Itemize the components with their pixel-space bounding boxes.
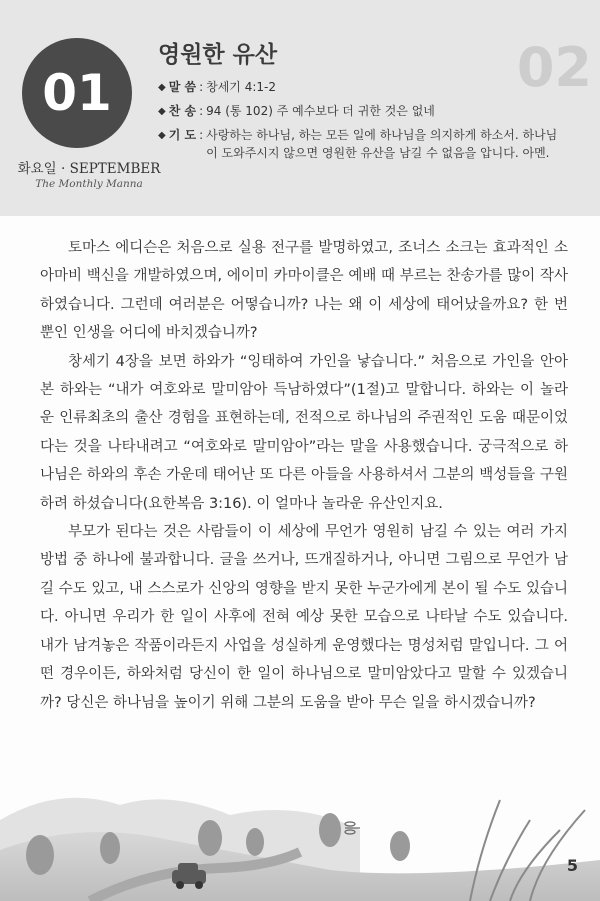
hymn-reference: 94 (통 102) 주 예수보다 더 귀한 것은 없네: [206, 104, 435, 118]
day-number: 01: [42, 64, 112, 122]
label-colon: :: [199, 128, 204, 142]
devotional-body: [40, 234, 568, 717]
scripture-line: [158, 78, 558, 97]
landscape-illustration: [0, 760, 600, 901]
publication-name: The Monthly Manna: [35, 178, 143, 190]
day-number-badge: [22, 38, 132, 148]
body-paragraph: 부모가 된다는 것은 사람들이 이 세상에 무언가 영원히 남길 수 있는 여러 가지 방법 중 하나에 불과합니다. 글을 쓰거나, 뜨개질하거나, 아니면 그림으로 무언가 남길 수도 있고, 내 스스로가 신앙의 영향을 받지 못한 누군가에게 본이 될 수도 있습니다. 아니면 우리가 한 일이 사후에 전혀 예상 못한 모습으로 나타날 수도 있습니다. 내가 남겨놓은 작품이라든지 사업을 성실하게 운영했다는 명성처럼 말입니다. 그 어떤 경우이든, 하와처럼 당신이 한 일이 하나님으로 말미암았다고 말할 수 있겠습니까? 당신은 하나님을 높이기 위해 그분의 도움을 받아 무슨 일을 하시겠습니까?: [40, 524, 568, 711]
hymn-label: 찬 송: [168, 104, 197, 118]
prayer-line: [158, 126, 558, 162]
page-number: 5: [566, 856, 578, 875]
devotional-title: 영원한 유산: [158, 42, 278, 68]
weekday-month: 화요일 · SEPTEMBER: [17, 161, 161, 177]
prayer-text: 사랑하는 하나님, 하는 모든 일에 하나님을 의지하게 하소서. 하나님이 도와주시지 않으면 영원한 유산을 남길 수 없음을 압니다. 아멘.: [206, 128, 558, 160]
label-colon: :: [199, 80, 204, 94]
body-paragraph: 창세기 4장을 보면 하와가 “잉태하여 가인을 낳습니다.” 처음으로 가인을 안아본 하와는 “내가 여호와로 말미암아 득남하였다”(1절)고 말합니다. 하와는 이 놀라운 인류최초의 출산 경험을 표현하는데, 전적으로 하나님의 주권적인 도움 때문이었다는 것을 나타내려고 “여호와로 말미암아”라는 말을 사용했습니다. 궁극적으로 하나님은 하와의 후손 가운데 태어난 또 다른 아들을 사용하셔서 그분의 백성들을 구원하려 하셨습니다(요한복음 3:16). 이 얼마나 놀라운 유산인지요.: [40, 353, 568, 512]
faded-next-day-number: 02: [516, 36, 592, 99]
hymn-line: [158, 102, 558, 121]
label-colon: :: [199, 104, 204, 118]
diamond-bullet-icon: ◆: [158, 106, 166, 117]
prayer-label: 기 도: [168, 128, 197, 142]
scripture-reference: 창세기 4:1-2: [206, 80, 276, 94]
diamond-bullet-icon: ◆: [158, 130, 166, 141]
diamond-bullet-icon: ◆: [158, 82, 166, 93]
scripture-label: 말 씀: [168, 80, 197, 94]
devotional-header: [0, 0, 600, 216]
body-paragraph: 토마스 에디슨은 처음으로 실용 전구를 발명하였고, 조너스 소크는 효과적인 소아마비 백신을 개발하였으며, 에이미 카마이클은 예배 때 부르는 찬송가를 많이 작사하였습니다. 그런데 여러분은 어떻습니까? 나는 왜 이 세상에 태어났을까요? 한 번뿐인 인생을 어디에 바치겠습니까?: [40, 240, 569, 342]
